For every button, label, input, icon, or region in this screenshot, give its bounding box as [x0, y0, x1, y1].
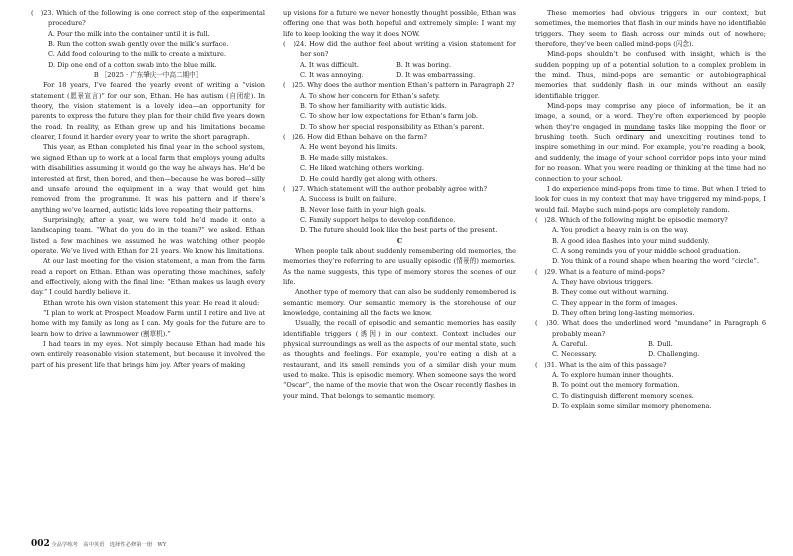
passage-c-paragraph-with-underline: [535, 101, 766, 184]
passage-c-paragraph: These memories had obvious triggers in our context, but sometimes, the memories that flash in our minds have no identifiable triggers. They seem to flash across our minds out of nowhere; therefore, they’ve been called mind-pops (闪念).: [535, 9, 766, 49]
option-29a: A. They have obvious triggers.: [552, 277, 654, 286]
passage-b-paragraph: Ethan wrote his own vision statement this year. He read it aloud:: [43, 298, 260, 307]
paragraph-text: Mind-pops may comprise any piece of information, be it an image, a sound, or a word. They’re often experienced by people when they’re engaged in: [535, 102, 766, 131]
question-28: ( )28. Which of the following might be episodic memory?: [535, 215, 728, 224]
passage-b-paragraph: I had tears in my eyes. Not simply because Ethan had made his own entirely reasonable vision statement, but because it involved the part of his present life that brings him joy. After years of making: [31, 340, 265, 369]
option-23b: B. Run the cotton swab gently over the milk’s surface.: [48, 40, 229, 49]
option-26c: C. He liked watching others working.: [300, 164, 424, 173]
option-30b: B. Dull.: [648, 340, 673, 348]
option-25d: D. To show her special responsibility as Ethan’s parent.: [300, 122, 485, 131]
passage-c-paragraph: Mind-pops shouldn’t be confused with insight, which is the sudden popping up of a potential solution to a complex problem in the mind. Thus, mind-pops are semantic or autobiographical memories that suddenly flash in our minds without an easily identifiable trigger.: [535, 50, 766, 100]
option-31b: B. To point out the memory formation.: [552, 381, 680, 390]
question-25: ( )25. Why does the author mention Ethan’s pattern in Paragraph 2?: [283, 81, 515, 90]
passage-b-paragraph: This year, as Ethan completed his final year in the school system, we signed Ethan up to work at a local farm that employs young adults with disabilities assuming it would go the way he always has. He’d be interested at first, then bored, and then—because he was bored—silly and unsafe around the equipment in a way that would get him removed from the programme. It was his pattern and if there’s anything we’ve learned, autistic kids love repeating their patterns.: [31, 143, 265, 214]
option-27d: D. The future should look like the best parts of the present.: [300, 226, 498, 235]
option-24b: B. It was boring.: [396, 60, 452, 69]
passage-c-paragraph: Usually, the recall of episodic and semantic memories has easily identifiable triggers (诱因) in our context. Context includes our physical surroundings as well as the aspects of our mental state, such as thoughts and feelings. For example, you’re eating a dish at a restaurant, and its smell reminds you of a similar dish your mum used to make. This is episodic memory. When someone says the word “Oscar”, the name of the movie that won the Oscar recently flashes in your mind. That belongs to semantic memory.: [283, 319, 516, 400]
option-29c: C. They appear in the form of images.: [552, 298, 678, 307]
option-28b: B. A good idea flashes into your mind suddenly.: [552, 236, 710, 245]
option-26d: D. He could hardly get along with others.: [300, 174, 438, 183]
question-31: ( )31. What is the aim of this passage?: [535, 360, 667, 369]
option-28c: C. A song reminds you of your middle school graduation.: [552, 246, 741, 255]
option-28d: D. You think of a round shape when hearing the word “circle”.: [552, 257, 759, 266]
options-24-row: [283, 70, 516, 80]
option-30a: A. Careful.: [552, 340, 588, 348]
option-30d: D. Challenging.: [648, 350, 700, 359]
question-27: ( )27. Which statement will the author probably agree with?: [283, 184, 487, 193]
underlined-word: mundane: [624, 122, 656, 131]
section-c-heading: C: [396, 236, 403, 245]
passage-b-paragraph: up visions for a future we never honestly thought possible, Ethan was offering one that was both hopeful and extremely simple: I want my life to keep looking the way it does NOW.: [283, 9, 516, 38]
option-23c: C. Add food colouring to the milk to create a mixture.: [48, 50, 226, 59]
passage-c-paragraph: Another type of memory that can also be suddenly remembered is semantic memory. Our semantic memory is the storehouse of our knowledge, containing all the facts we know.: [283, 288, 516, 317]
option-27c: C. Family support helps to develop confidence.: [300, 215, 456, 224]
option-24c: C. It was annoying.: [300, 71, 364, 80]
option-25c: C. To show her low expectations for Ethan’s farm job.: [300, 112, 479, 121]
options-24-row: [283, 60, 516, 70]
passage-b-paragraph: At our last meeting for the vision statement, a man from the farm read a report on Ethan. Ethan was operating those machines, safely and effectively, along with the final line: “Ethan makes us laugh every day.” I could hardly believe it.: [31, 257, 265, 297]
option-29b: B. They come out without warning.: [552, 288, 669, 297]
question-23: ( )23. Which of the following is one correct step of the experimental procedure?: [31, 9, 265, 28]
passage-b-paragraph: For 18 years, I’ve feared the yearly event of writing a “vision statement (愿景宣言)” for our son, Ethan. He has autism (自闭症). In theory, the vision statement is a lovely idea—an opportunity for parents to express the future they plan for their child five years down the road. In reality, as Ethan grew up and his limitations became clearer, I found it harder every year to write the short paragraph.: [31, 81, 265, 142]
option-28a: A. You predict a heavy rain is on the way.: [552, 226, 689, 235]
footer-book-title: 全品学练考 高中英语 选择性必修第一册 WY: [51, 542, 167, 548]
option-29d: D. They often bring long-lasting memories.: [552, 308, 695, 317]
option-27b: B. Never lose faith in your high goals.: [300, 205, 426, 214]
passage-c-paragraph: I do experience mind-pops from time to time. But when I tried to look for cues in my context that may have triggered my mind-pops, I would fail. Maybe such mind-pops are completely random.: [535, 184, 766, 214]
option-31c: C. To distinguish different memory scenes.: [552, 391, 694, 400]
option-25b: B. To show her familiarity with autistic kids.: [300, 102, 447, 111]
question-24: ( )24. How did the author feel about writing a vision statement for her son?: [283, 40, 516, 59]
question-29: ( )29. What is a feature of mind-pops?: [535, 267, 665, 276]
option-27a: A. Success is built on failure.: [300, 195, 397, 204]
options-30-row: [535, 349, 766, 359]
paragraph-text: tasks like mopping the floor or brushing teeth. Such ordinary and unexciting routines tend to inspire something in our mind. For example, you’re reading a book, and suddenly, the image of your school corridor pops into your mind for no reason. What you were reading or thinking at the time had no connection to your school.: [535, 122, 766, 183]
column-right: [535, 8, 766, 411]
option-30c: C. Necessary.: [552, 350, 597, 359]
option-23d: D. Dip one end of a cotton swab into the blue milk.: [48, 60, 217, 69]
option-24d: D. It was embarrassing.: [396, 71, 476, 80]
option-24a: A. It was difficult.: [300, 60, 359, 69]
options-30-row: [535, 339, 766, 349]
page-number: 002: [31, 539, 50, 549]
passage-c-paragraph: When people talk about suddenly remembering old memories, the memories they’re referring to are usually episodic (情景的) memories. As the name suggests, this type of memory stores the scenes of our life.: [283, 246, 516, 286]
question-30: ( )30. What does the underlined word “mundane” in Paragraph 6 probably mean?: [535, 319, 766, 338]
passage-b-quote: “I plan to work at Prospect Meadow Farm until I retire and live at home with my family as long as I can. My goals for the future are to learn how to drive a lawnmower (割草机).”: [31, 308, 265, 338]
passage-b-paragraph: Surprisingly, after a year, we were told he’d made it onto a landscaping team. “What do you do in the team?” we asked. Ethan listed a few machines we assumed he was watching other people operate. We’ve lived with Ethan for 21 years. We know his limitations.: [31, 215, 265, 255]
question-26: ( )26. How did Ethan behave on the farm?: [283, 133, 427, 142]
option-26b: B. He made silly mistakes.: [300, 153, 388, 162]
page-footer: [31, 539, 166, 549]
section-b-heading: B ［2025 · 广东肇庆一中高二期中］: [93, 71, 203, 80]
option-31a: A. To explore human inner thoughts.: [552, 371, 674, 380]
column-middle: [283, 8, 516, 401]
column-left: [31, 8, 265, 370]
option-25a: A. To show her concern for Ethan’s safety.: [300, 91, 441, 100]
option-23a: A. Pour the milk into the container until it is full.: [48, 29, 210, 38]
option-26a: A. He went beyond his limits.: [300, 143, 398, 152]
option-31d: D. To explain some similar memory phenomena.: [552, 402, 712, 411]
